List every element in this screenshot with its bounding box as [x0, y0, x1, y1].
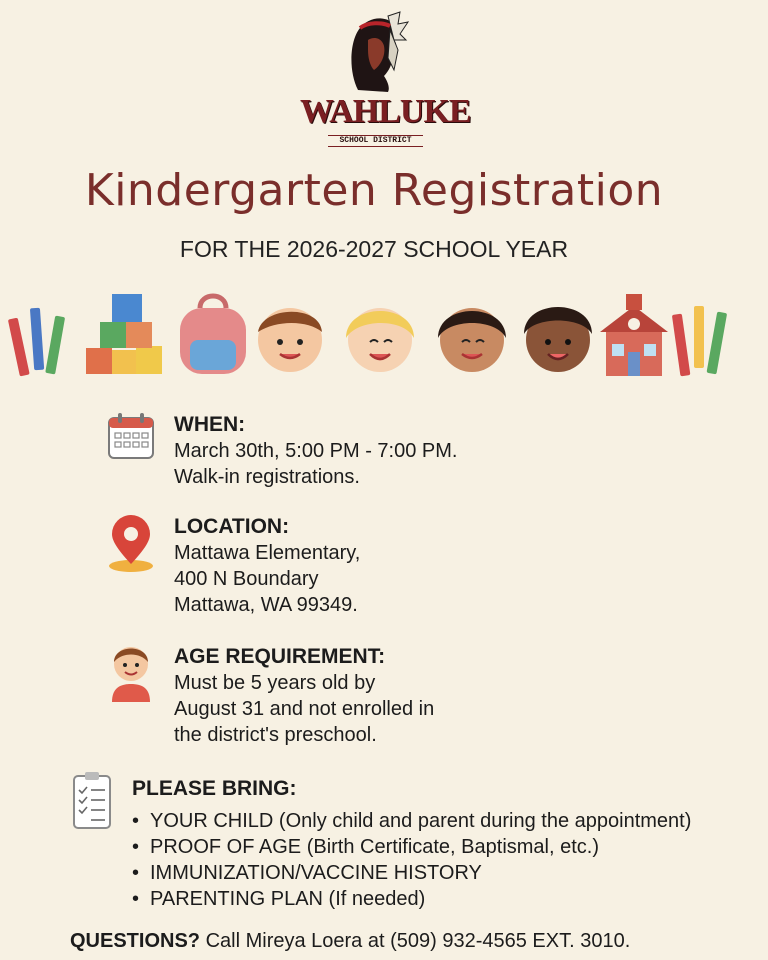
questions-label: QUESTIONS? [70, 930, 201, 952]
list-item: • IMMUNIZATION/VACCINE HISTORY [150, 860, 691, 886]
age-line: the district's preschool. [174, 724, 377, 746]
mascot-logo-icon [338, 10, 412, 95]
child-face-icon [106, 640, 156, 702]
please-bring-section [132, 776, 691, 912]
logo-subtitle: SCHOOL DISTRICT [328, 135, 423, 147]
logo-wordmark: WAHLUKE [300, 93, 471, 130]
when-label: WHEN: [174, 413, 246, 436]
age-line: August 31 and not enrolled in [174, 698, 435, 720]
illustration-row [8, 288, 748, 388]
crayons-icon [8, 308, 65, 377]
location-label: LOCATION: [174, 515, 290, 538]
backpack-icon [180, 296, 246, 374]
questions-contact: Call Mireya Loera at (509) 932-4565 EXT. 3010. [205, 930, 631, 952]
blocks-icon [86, 294, 162, 374]
children-faces [258, 307, 592, 372]
when-line: March 30th, 5:00 PM - 7:00 PM. [174, 440, 458, 462]
please-bring-label: PLEASE BRING: [132, 777, 297, 800]
location-line: Mattawa Elementary, [174, 542, 361, 564]
location-line: Mattawa, WA 99349. [174, 594, 358, 616]
location-line: 400 N Boundary [174, 568, 319, 590]
age-label: AGE REQUIREMENT: [174, 645, 386, 668]
crayons-icon [672, 306, 727, 376]
age-section [174, 644, 434, 748]
location-pin-icon [106, 514, 156, 574]
when-section [174, 412, 457, 490]
calendar-icon [106, 412, 156, 462]
location-section [174, 514, 360, 618]
age-line: Must be 5 years old by [174, 672, 376, 694]
school-house-icon [600, 294, 668, 376]
checklist-icon [72, 770, 112, 830]
district-logo [300, 10, 471, 145]
page-subtitle: FOR THE 2026-2027 SCHOOL YEAR [179, 236, 569, 262]
list-item: • PROOF OF AGE (Birth Certificate, Baptismal, etc.) [150, 834, 691, 860]
list-item: • YOUR CHILD (Only child and parent during the appointment) [150, 808, 691, 834]
please-bring-list [132, 808, 691, 912]
page-title: Kindergarten Registration [84, 165, 664, 216]
questions-footer [70, 930, 630, 953]
when-line: Walk-in registrations. [174, 466, 360, 488]
list-item: • PARENTING PLAN (If needed) [150, 886, 691, 912]
